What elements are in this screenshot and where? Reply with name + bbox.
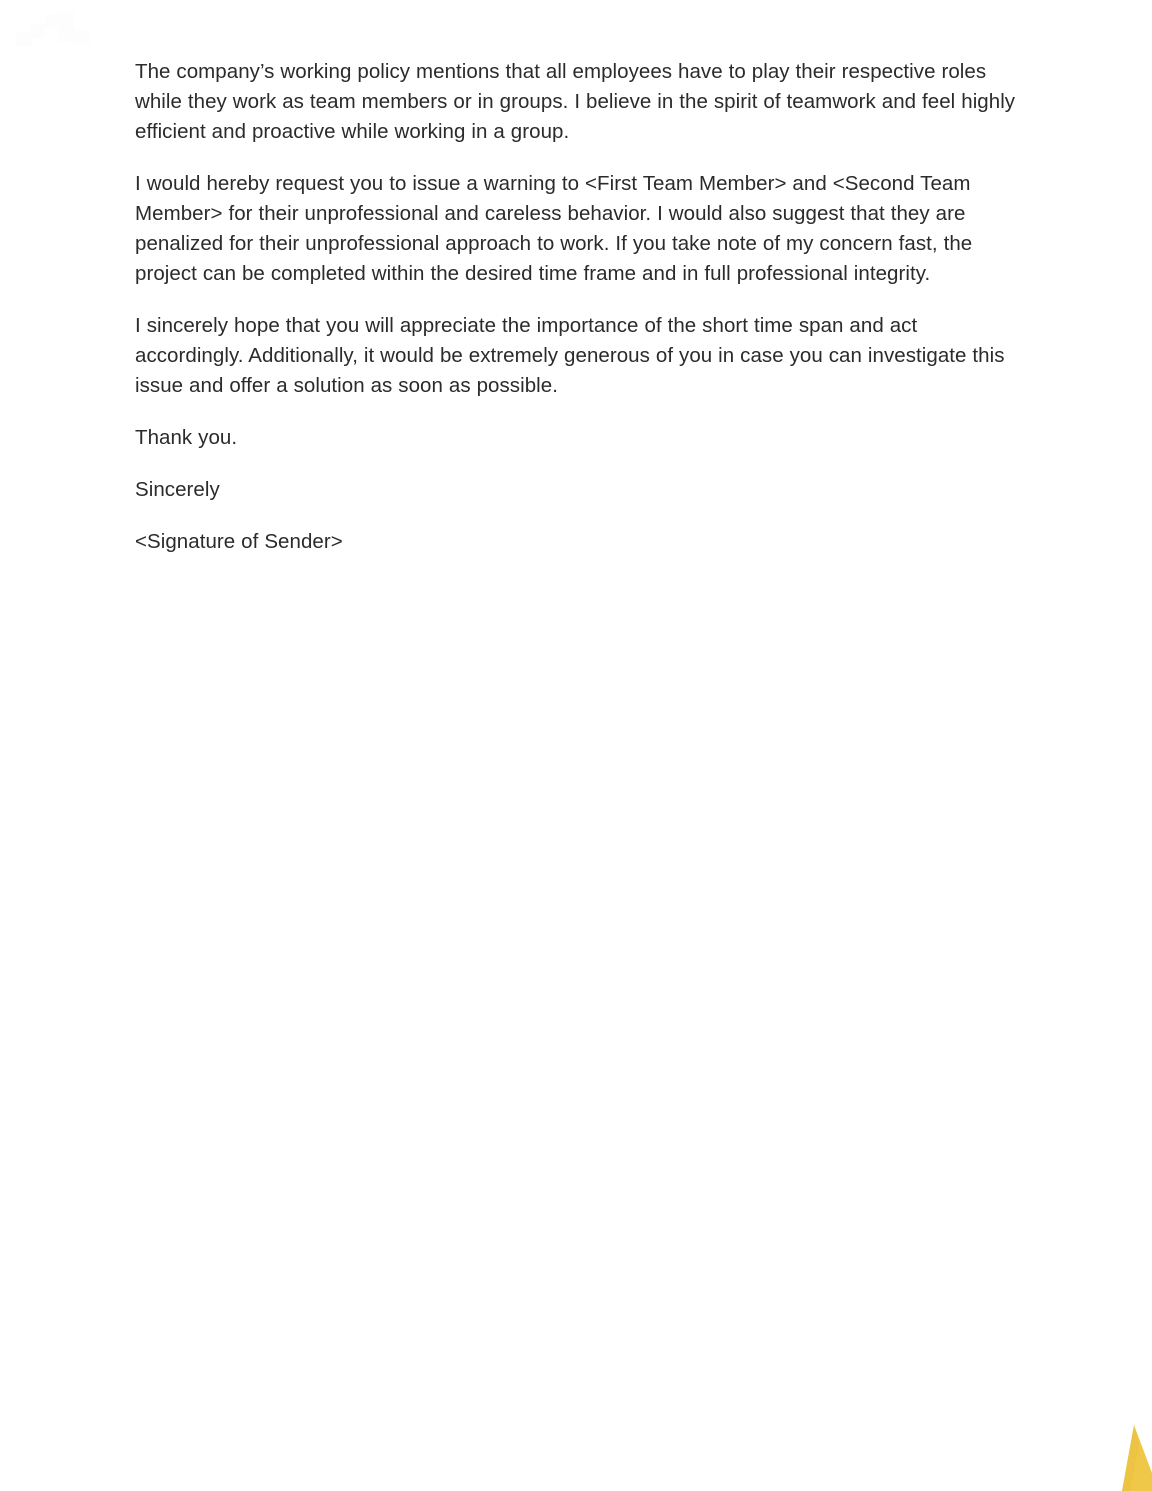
corner-mark-block xyxy=(72,30,90,44)
letter-signature-placeholder: <Signature of Sender> xyxy=(135,530,343,553)
letter-closing: Sincerely xyxy=(135,478,220,501)
decorative-corner-mark-icon xyxy=(14,8,92,48)
letter-paragraph-3: I sincerely hope that you will appreciate the importance of the short time span and act accordingly. Additionally, it would be extremely generous of you in case you can investigate this issue and offer a solution as soon as possible. xyxy=(135,314,1005,397)
letter-thank-you: Thank you. xyxy=(135,426,238,449)
letter-body xyxy=(135,57,1023,579)
corner-mark-block xyxy=(31,24,45,38)
corner-mark-block xyxy=(16,32,32,46)
letter-paragraph-1: The company’s working policy mentions that all employees have to play their respective roles while they work as team members or in groups. I believe in the spirit of teamwork and feel highly efficient and proactive while working in a group. xyxy=(135,60,1016,143)
corner-mark-block xyxy=(59,12,74,42)
corner-mark-block xyxy=(45,14,58,28)
decorative-corner-wedge-icon xyxy=(1106,1425,1152,1491)
letter-paragraph-2: I would hereby request you to issue a warning to <First Team Member> and <Second Team Member> for their unprofessional and careless behavior. I would also suggest that they are penalized for their unprofessional approach to work. If you take note of my concern fast, the project can be completed within the desired time frame and in full professional integrity. xyxy=(135,172,973,285)
